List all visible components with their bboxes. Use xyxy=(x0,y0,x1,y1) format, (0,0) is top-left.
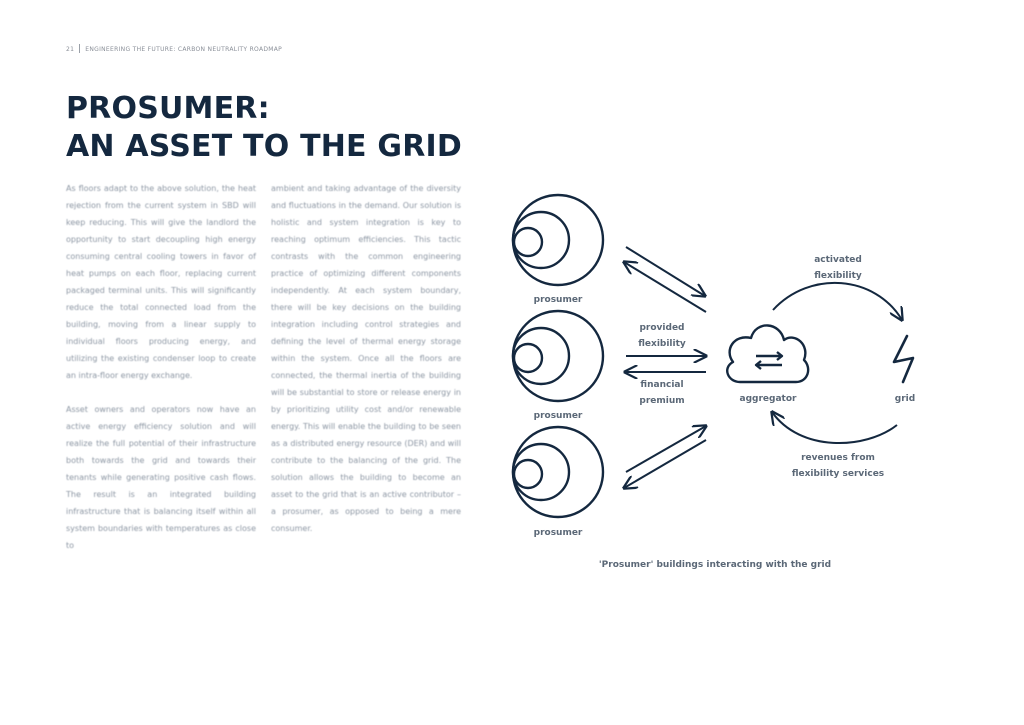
prosumer-label: prosumer xyxy=(533,411,583,421)
prosumer-building-icon xyxy=(513,195,603,285)
body-paragraph: Asset owners and operators now have an active energy efficiency solution and will realize the full potential of their infrastructure both towards the grid and towards their tenants while generating positive cash flows. The result is an integrated building infrastructure that is balancing itself within all system boundaries with temperatures as close to xyxy=(66,405,256,550)
grid-label: grid xyxy=(894,394,916,404)
page-title-line1: PROSUMER: xyxy=(66,91,270,126)
arrow-to-prosumer xyxy=(624,262,706,312)
cloud-icon xyxy=(727,325,808,382)
financial-premium-label: financial xyxy=(640,380,684,390)
provided-flexibility-label: flexibility xyxy=(638,339,686,349)
prosumer-building-icon xyxy=(513,311,603,401)
prosumer-label: prosumer xyxy=(533,295,583,305)
body-paragraph: ambient and taking advantage of the diversity and fluctuations in the demand. Our solution is holistic and system integration is key to reaching optimum efficiencies. This tactic contrasts with the common engineering practice of optimizing different components independently. At each system boundary, there will be key decisions on the building integration including control strategies and defining the level of thermal energy storage within the system. Once all the floors are connected, the thermal inertia of the building will be substantial to store or release energy in by prioritizing utility cost and/or renewable energy. This will enable the building to be seen as a distributed energy resource (DER) and will contribute to the balancing of the grid. The solution allows the building to become an asset to the grid that is an active contributor – a prosumer, as opposed to being a mere consumer. xyxy=(271,184,461,533)
revenues-label: flexibility services xyxy=(791,469,885,479)
arrow-to-aggregator xyxy=(626,426,706,472)
prosumer-building-icon xyxy=(513,427,603,517)
provided-flexibility-label: provided xyxy=(639,323,685,333)
arrow-to-prosumer xyxy=(624,440,706,488)
arrow-to-aggregator-revenue xyxy=(772,412,897,443)
running-title: ENGINEERING THE FUTURE: CARBON NEUTRALITY ROADMAP xyxy=(85,46,283,53)
activated-flexibility-label: activated xyxy=(814,255,862,265)
body-paragraph: As floors adapt to the above solution, the heat rejection from the current system in SBD will keep reducing. This will give the landlord the opportunity to start decoupling high energy consuming central cooling towers in favor of heat pumps on each floor, replacing current packaged terminal units. This will significantly reduce the total connected load from the building, moving from a linear supply to individual floors producing energy, and utilizing the existing condenser loop to create an intra-floor energy exchange. xyxy=(66,184,256,380)
page-title-line2: AN ASSET TO THE GRID xyxy=(66,129,462,164)
aggregator-label: aggregator xyxy=(739,394,797,404)
page-number: 21 xyxy=(66,46,75,53)
lightning-bolt-icon xyxy=(894,336,913,382)
arrow-to-grid xyxy=(773,283,902,320)
revenues-label: revenues from xyxy=(801,453,875,463)
figure-caption: 'Prosumer' buildings interacting with the grid xyxy=(598,560,832,570)
activated-flexibility-label: flexibility xyxy=(814,271,862,281)
financial-premium-label: premium xyxy=(639,396,685,406)
prosumer-label: prosumer xyxy=(533,528,583,538)
